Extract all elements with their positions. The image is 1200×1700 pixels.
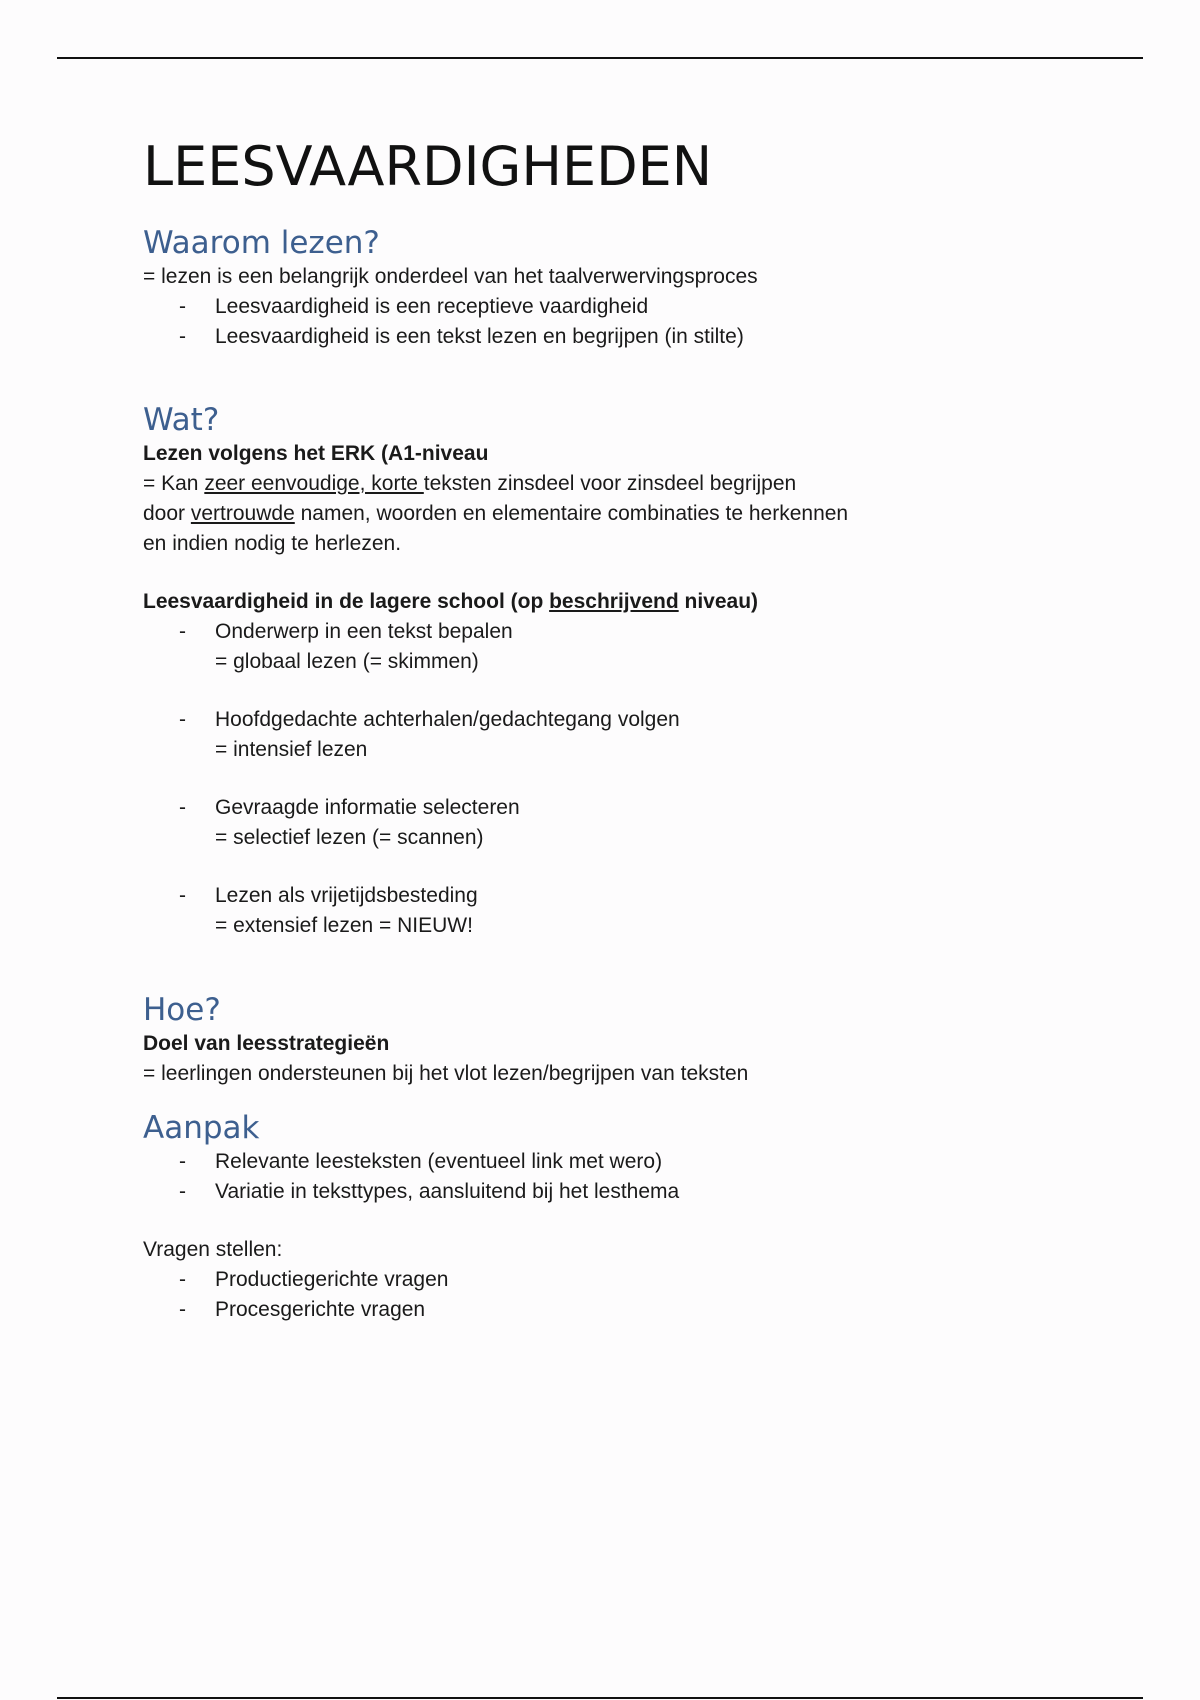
document-page — [143, 136, 1103, 1325]
dash-marker: - — [179, 796, 186, 819]
questions-list — [143, 1265, 1103, 1325]
section2-list — [143, 617, 1103, 941]
list-item: - Relevante leesteksten (eventueel link met wero) — [143, 1147, 1103, 1177]
list-item: - Leesvaardigheid is een receptieve vaardigheid — [143, 292, 1103, 322]
dash-marker: - — [179, 325, 186, 348]
document-title: LEESVAARDIGHEDEN — [143, 135, 713, 198]
heading-hoe: Hoe? — [143, 992, 221, 1028]
bottom-rule — [57, 1697, 1143, 1699]
dash-marker: - — [179, 708, 186, 731]
list-item: - Hoofdgedachte achterhalen/gedachtegang volgen = intensief lezen — [143, 705, 1103, 765]
dash-marker: - — [179, 884, 186, 907]
dash-marker: - — [179, 620, 186, 643]
doel-heading: Doel van leesstrategieën — [143, 1032, 390, 1055]
doel-text: = leerlingen ondersteunen bij het vlot lezen/begrijpen van teksten — [143, 1062, 749, 1085]
aanpak-list — [143, 1147, 1103, 1207]
dash-marker: - — [179, 1180, 186, 1203]
top-rule — [57, 57, 1143, 59]
list-item: - Productiegerichte vragen — [143, 1265, 1103, 1295]
erk-line-1: = Kan zeer eenvoudige, korte teksten zinsdeel voor zinsdeel begrijpen — [143, 472, 797, 495]
list-item: - Leesvaardigheid is een tekst lezen en begrijpen (in stilte) — [143, 322, 1103, 352]
list-item: - Onderwerp in een tekst bepalen = globaal lezen (= skimmen) — [143, 617, 1103, 677]
list-item: - Gevraagde informatie selecteren = selectief lezen (= scannen) — [143, 793, 1103, 853]
heading-waarom-lezen: Waarom lezen? — [143, 225, 380, 261]
erk-heading: Lezen volgens het ERK (A1-niveau — [143, 442, 489, 465]
list-item: - Procesgerichte vragen — [143, 1295, 1103, 1325]
section1-intro: = lezen is een belangrijk onderdeel van het taalverwervingsproces — [143, 265, 758, 288]
list-item: - Lezen als vrijetijdsbesteding = extensief lezen = NIEUW! — [143, 881, 1103, 941]
dash-marker: - — [179, 295, 186, 318]
section1-list — [143, 292, 1103, 352]
questions-label: Vragen stellen: — [143, 1238, 283, 1261]
heading-aanpak: Aanpak — [143, 1110, 260, 1146]
dash-marker: - — [179, 1268, 186, 1291]
erk-line-3: en indien nodig te herlezen. — [143, 532, 402, 555]
list-item: - Variatie in teksttypes, aansluitend bij het lesthema — [143, 1177, 1103, 1207]
dash-marker: - — [179, 1150, 186, 1173]
school-heading: Leesvaardigheid in de lagere school (op beschrijvend niveau) — [143, 590, 759, 613]
heading-wat: Wat? — [143, 402, 220, 438]
dash-marker: - — [179, 1298, 186, 1321]
erk-line-2: door vertrouwde namen, woorden en elementaire combinaties te herkennen — [143, 502, 849, 525]
